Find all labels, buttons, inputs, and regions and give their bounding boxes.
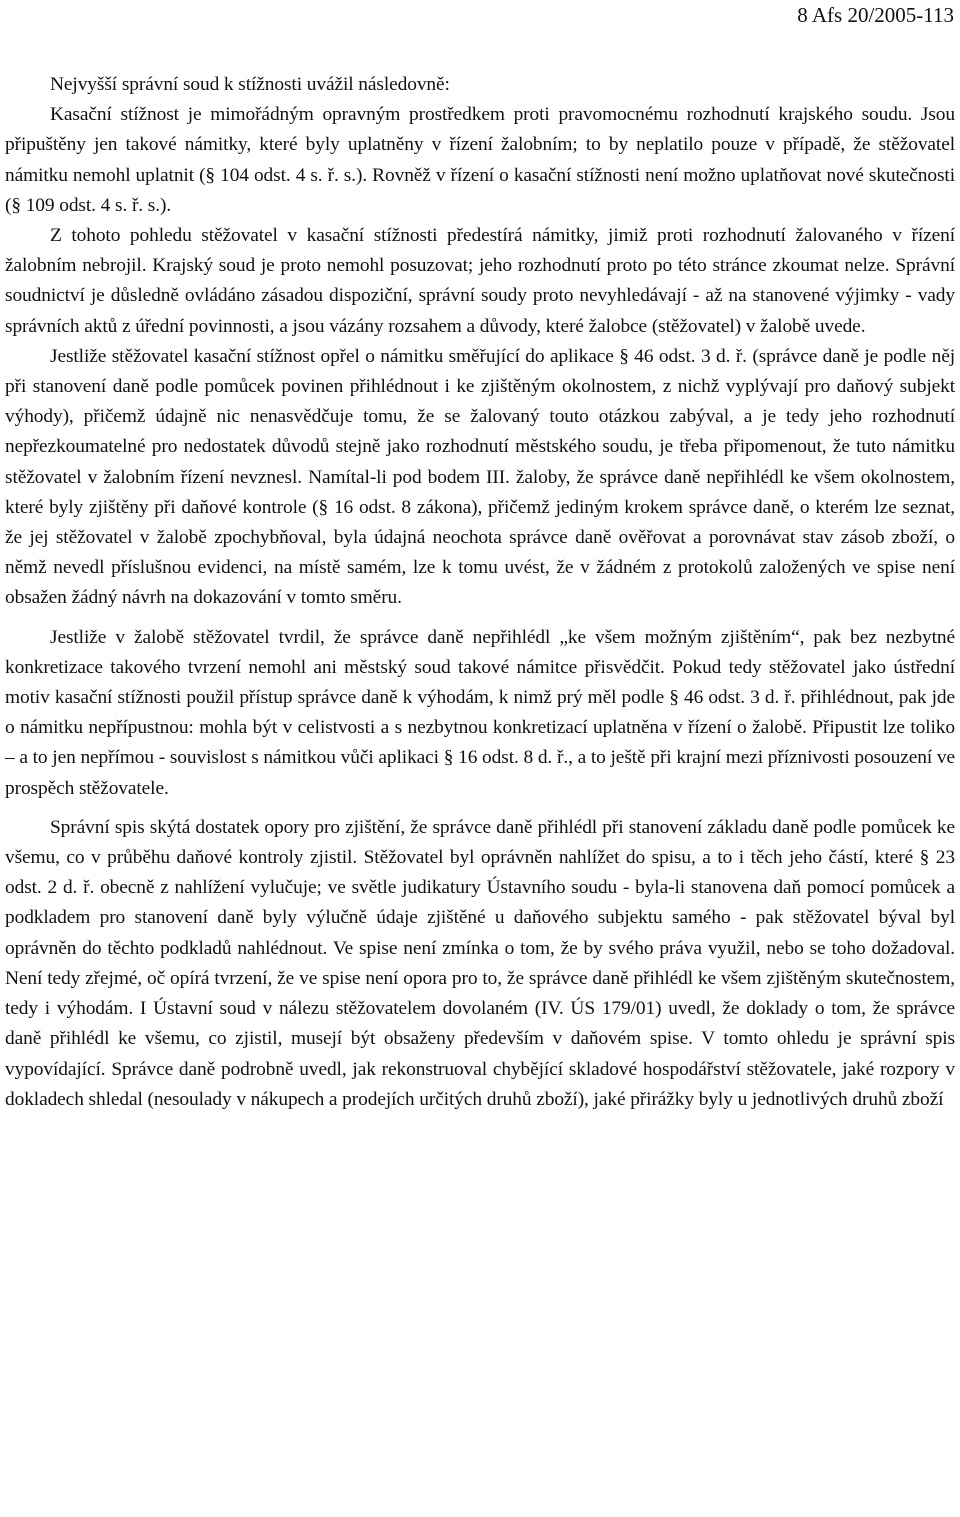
paragraph-intro: Nejvyšší správní soud k stížnosti uvážil následovně: [50,74,450,95]
paragraph-cassation-nature: Kasační stížnost je mimořádným opravným prostředkem proti pravomocnému rozhodnutí krajského soudu. Jsou připuštěny jen takové námitky, které byly uplatněny v řízení žalobním; to by neplatilo pouze v případě, že stěžovatel námitku nemohl uplatnit (§ 104 odst. 4 s. ř. s.). Rovněž v řízení o kasační stížnosti není možno uplatňovat nové skutečnosti (§ 109 odst. 4 s. ř. s.). [5,104,955,216]
case-number: 8 Afs 20/2005-113 [797,3,954,27]
paragraph-dispositive-principle: Z tohoto pohledu stěžovatel v kasační stížnosti předestírá námitky, jimiž proti rozhodnutí žalovaného v řízení žalobním nebrojil. Krajský soud je proto nemohl posuzovat; jeho rozhodnutí proto po této stránce zkoumat nelze. Správní soudnictví je důsledně ovládáno zásadou dispoziční, správní soudy proto nevyhledávají - až na stanovené výjimky - vady správních aktů z úřední povinnosti, a jsou vázány rozsahem a důvody, které žalobce (stěžovatel) v žalobě uvede. [5,225,955,337]
document-body [5,70,955,1115]
paragraph-admissibility: Jestliže v žalobě stěžovatel tvrdil, že správce daně nepřihlédl „ke všem možným zjištěním“, pak bez nezbytné konkretizace takového tvrzení nemohl ani městský soud takové námitce přisvědčit. Pokud tedy stěžovatel jako ústřední motiv kasační stížnosti použil přístup správce daně k výhodám, k nimž prý měl podle § 46 odst. 3 d. ř. přihlédnout, pak jde o námitku nepřípustnou: mohla být v celistvosti a s nezbytnou konkretizací uplatněna v řízení o žalobě. Připustit lze toliko – a to jen nepřímou - souvislost s námitkou vůči aplikaci § 16 odst. 8 d. ř., a to ještě při krajní mezi příznivosti posouzení ve prospěch stěžovatele. [5,626,955,799]
paragraph-administrative-file: Správní spis skýtá dostatek opory pro zjištění, že správce daně přihlédl při stanovení základu daně podle pomůcek ke všemu, co v průběhu daňové kontroly zjistil. Stěžovatel byl oprávněn nahlížet do spisu, a to i těch jeho částí, které § 23 odst. 2 d. ř. obecně z nahlížení vylučuje; ve světle judikatury Ústavního soudu - byla-li stanovena daň pomocí pomůcek a podkladem pro stanovení daně byly výlučně údaje zjištěné u daňového subjektu samého - pak stěžovatel býval byl oprávněn do těchto podkladů nahlédnout. Ve spise není zmínka o tom, že by svého práva využil, nebo se toho dožadoval. Není tedy zřejmé, oč opírá tvrzení, že ve spise není opora pro to, že správce daně přihlédl ke všem zjištěným skutečnostem, tedy i výhodám. I Ústavní soud v nálezu stěžovatelem dovolaném (IV. ÚS 179/01) uvedl, že doklady o tom, že správce daně přihlédl ke všemu, co zjistil, musejí být obsaženy především v daňovém spise. V tomto ohledu je správní spis vypovídající. Správce daně podrobně uvedl, jak rekonstruoval chybějící skladové hospodářství stěžovatele, jaké rozpory v dokladech shledal (nesoulady v nákupech a prodejích určitých druhů zboží), jaké přirážky byly u jednotlivých druhů zboží [5,816,955,1110]
paragraph-section-46: Jestliže stěžovatel kasační stížnost opřel o námitku směřující do aplikace § 46 odst. 3 d. ř. (správce daně je podle něj při stanovení daně podle pomůcek povinen přihlédnout i ke zjištěným okolnostem, z nichž vyplývají pro daňový subjekt výhody), přičemž údajně nic nenasvědčuje tomu, že se žalovaný touto otázkou zabýval, a je tedy jeho rozhodnutí nepřezkoumatelné pro nedostatek důvodů stejně jako rozhodnutí městského soudu, je třeba připomenout, že tuto námitku stěžovatel v žalobním řízení nevznesl. Namítal-li pod bodem III. žaloby, že správce daně nepřihlédl ke všem okolnostem, které byly zjištěny při daňové kontrole (§ 16 odst. 8 zákona), přičemž jediným krokem správce daně, o kterém lze seznat, že jej stěžovatel v žalobě zpochybňoval, byla údajná neochota správce daně ověřovat a porovnávat stav zásob zboží, o němž nevedl příslušnou evidenci, na místě samém, lze k tomu uvést, že v žádném z protokolů založených ve spise není obsažen žádný návrh na dokazování v tomto směru. [5,345,955,609]
